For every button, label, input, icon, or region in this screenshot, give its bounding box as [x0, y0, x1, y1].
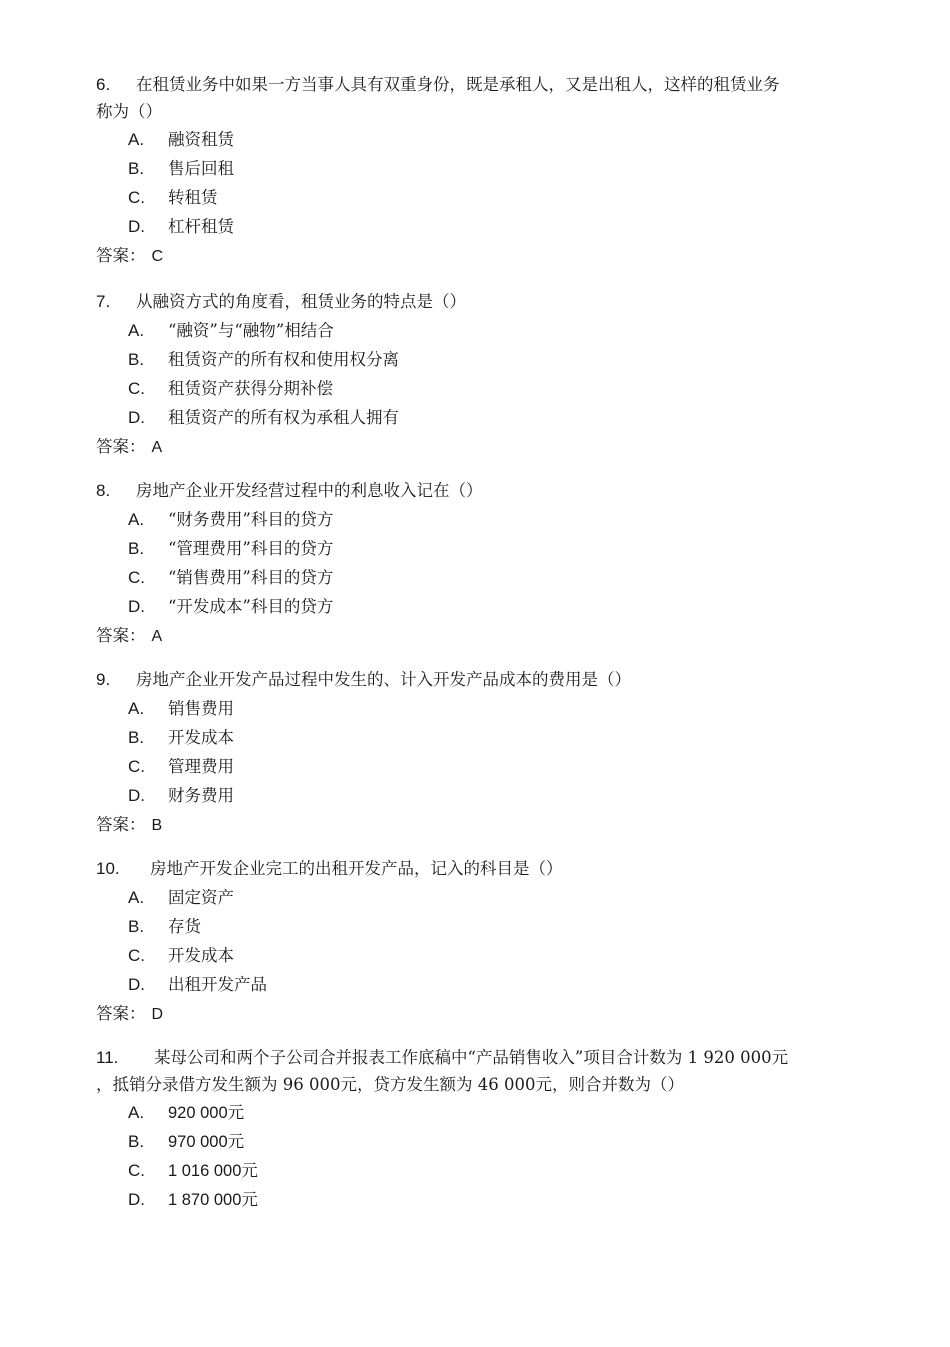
answer-value: A [151, 628, 163, 645]
option-d: D. 财务费用 [128, 786, 234, 805]
option-c: C. 租赁资产获得分期补偿 [128, 379, 333, 398]
answer-label: 答案： [96, 626, 146, 645]
option-a: A. 销售费用 [128, 699, 234, 718]
question-number: 8. [96, 481, 111, 500]
option-b: B. 租赁资产的所有权和使用权分离 [128, 350, 399, 369]
option-d: D. 出租开发产品 [128, 975, 267, 994]
question-number: 11. [96, 1048, 119, 1067]
question-number: 10. [96, 859, 120, 878]
option-d: D. “开发成本”科目的贷方 [128, 597, 334, 616]
option-a: A. 融资租赁 [128, 130, 234, 149]
answer-line [96, 999, 876, 1028]
answer-line [96, 241, 876, 270]
answer-label: 答案： [96, 1004, 146, 1023]
question-number: 6. [96, 75, 111, 94]
question-text-continued: 称为（） [96, 102, 162, 121]
question-text: 某母公司和两个子公司合并报表工作底稿中“产品销售收入”项目合计数为 1 920 000元 [154, 1048, 789, 1067]
option-b: B. 开发成本 [128, 728, 234, 747]
answer-line [96, 621, 876, 650]
question-11 [96, 1043, 876, 1214]
option-b: B. 存货 [128, 917, 201, 936]
question-text: 从融资方式的角度看，租赁业务的特点是（） [136, 292, 466, 311]
option-c: C. “销售费用”科目的贷方 [128, 568, 334, 587]
answer-value: C [151, 248, 164, 265]
option-c: C. 转租赁 [128, 188, 218, 207]
answer-line [96, 810, 876, 839]
question-text: 房地产开发企业完工的出租开发产品，记入的科目是（） [150, 859, 563, 878]
option-b: B. 售后回租 [128, 159, 234, 178]
option-c: C. 开发成本 [128, 946, 234, 965]
option-d: D. 杠杆租赁 [128, 217, 234, 236]
answer-label: 答案： [96, 815, 146, 834]
option-c: C. 管理费用 [128, 757, 234, 776]
option-d: D. 1 870 000元 [128, 1190, 258, 1209]
question-text: 房地产企业开发经营过程中的利息收入记在（） [136, 481, 483, 500]
option-a: A. “财务费用”科目的贷方 [128, 510, 334, 529]
question-text: 房地产企业开发产品过程中发生的、计入开发产品成本的费用是（） [136, 670, 631, 689]
answer-label: 答案： [96, 437, 146, 456]
question-text-continued: ，抵销分录借方发生额为 96 000元，贷方发生额为 46 000元，则合并数为（） [96, 1075, 684, 1094]
answer-line [96, 432, 876, 461]
option-d: D. 租赁资产的所有权为承租人拥有 [128, 408, 399, 427]
answer-value: B [151, 817, 163, 834]
answer-value: D [151, 1006, 164, 1023]
option-b: B. “管理费用”科目的贷方 [128, 539, 334, 558]
option-a: A. 固定资产 [128, 888, 234, 907]
question-number: 7. [96, 292, 111, 311]
question-6 [96, 70, 876, 270]
answer-label: 答案： [96, 246, 146, 265]
answer-value: A [151, 439, 163, 456]
option-b: B. 970 000元 [128, 1132, 245, 1151]
question-7 [96, 287, 876, 461]
option-c: C. 1 016 000元 [128, 1161, 258, 1180]
question-10 [96, 854, 876, 1028]
option-a: A. “融资”与“融物”相结合 [128, 321, 334, 340]
option-a: A. 920 000元 [128, 1103, 245, 1122]
question-number: 9. [96, 670, 111, 689]
question-text: 在租赁业务中如果一方当事人具有双重身份，既是承租人，又是出租人，这样的租赁业务 [136, 75, 780, 94]
question-9 [96, 665, 876, 839]
question-8 [96, 476, 876, 650]
